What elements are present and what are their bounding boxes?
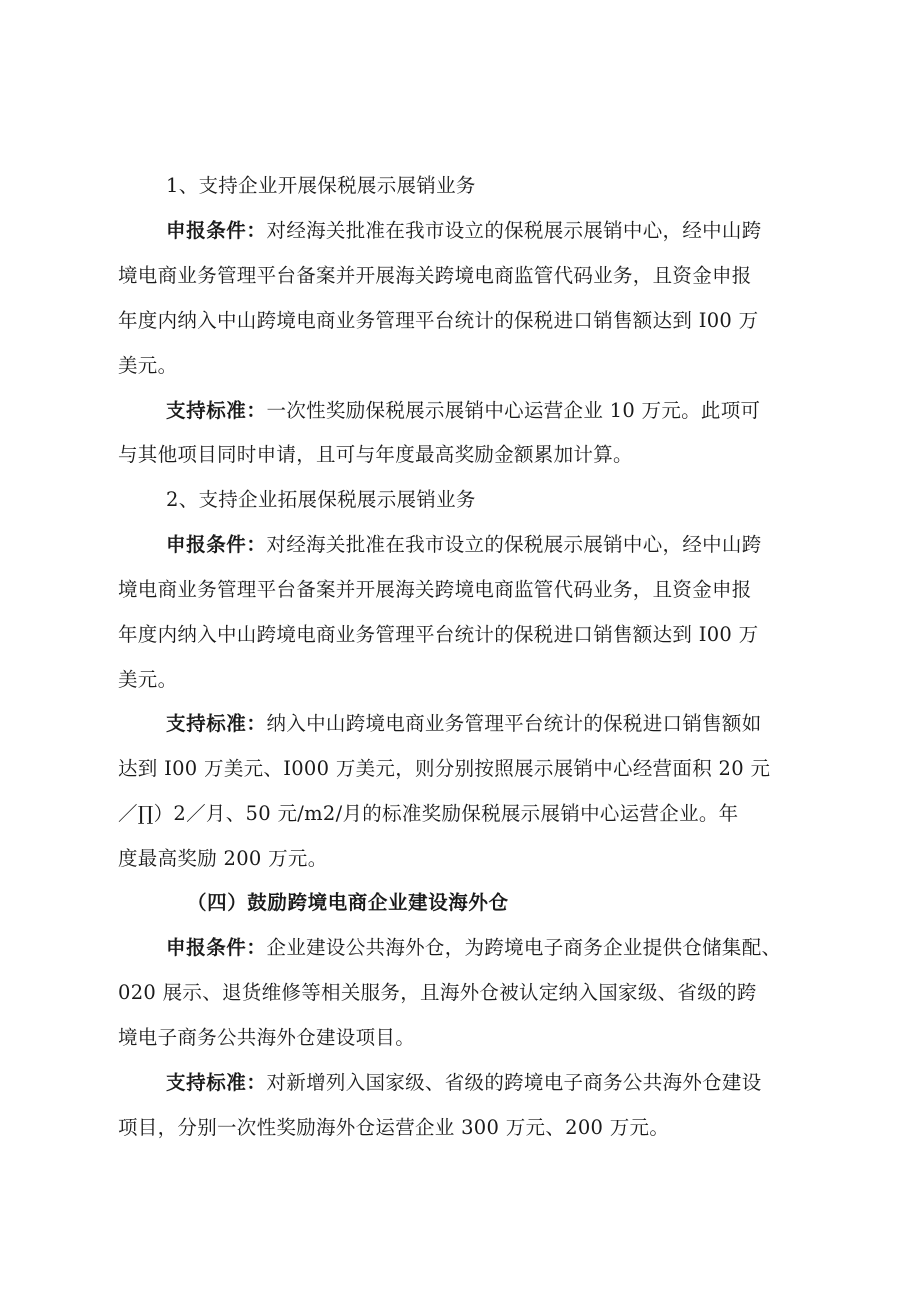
section-4-standard-line: 项目，分别一次性奖励海外仓运营企业 300 万元、200 万元。 [118, 1116, 670, 1139]
section-2-title: 2、支持企业拓展保税展示展销业务 [166, 488, 476, 511]
section-1-standard-line: 与其他项目同时申请，且可与年度最高奖励金额累加计算。 [118, 443, 633, 466]
section-4-standard-first-line [166, 1069, 866, 1097]
section-4-condition-line: 020 展示、退货维修等相关服务，且海外仓被认定纳入国家级、省级的跨 [118, 981, 757, 1004]
section-1-condition-line: 美元。 [118, 354, 178, 377]
standard-text: 一次性奖励保税展示展销中心运营企业 10 万元。此项可 [266, 399, 761, 422]
section-1-standard-first-line [166, 397, 866, 425]
section-2-condition-line: 境电商业务管理平台备案并开展海关跨境电商监管代码业务，且资金申报 [118, 578, 752, 601]
section-4-condition-line: 境电子商务公共海外仓建设项目。 [118, 1026, 416, 1049]
standard-label: 支持标准： [166, 712, 267, 735]
section-4-condition-first-line [166, 934, 866, 962]
section-4-heading: （四）鼓励跨境电商企业建设海外仓 [187, 891, 509, 914]
section-2-standard-line: ／∏）2／月、50 元/m2/月的标准奖励保税展示展销中心运营企业。年 [118, 802, 739, 825]
section-2-condition-first-line [166, 531, 866, 559]
condition-label: 申报条件： [166, 533, 267, 556]
condition-text: 对经海关批准在我市设立的保税展示展销中心，经中山跨 [266, 219, 762, 242]
standard-label: 支持标准： [166, 1071, 267, 1094]
condition-label: 申报条件： [166, 219, 267, 242]
section-1-condition-first-line [166, 217, 866, 245]
section-2-standard-line: 达到 I00 万美元、I000 万美元，则分别按照展示展销中心经营面积 20 元 [118, 757, 771, 780]
standard-text: 对新增列入国家级、省级的跨境电子商务公共海外仓建设 [266, 1071, 762, 1094]
section-2-standard-first-line [166, 710, 866, 738]
condition-label: 申报条件： [166, 936, 267, 959]
standard-text: 纳入中山跨境电商业务管理平台统计的保税进口销售额如 [266, 712, 762, 735]
condition-text: 企业建设公共海外仓，为跨境电子商务企业提供仓储集配、 [266, 936, 782, 959]
section-1-condition-line: 年度内纳入中山跨境电商业务管理平台统计的保税进口销售额达到 I00 万 [118, 309, 759, 332]
section-2-condition-line: 美元。 [118, 668, 178, 691]
section-2-condition-line: 年度内纳入中山跨境电商业务管理平台统计的保税进口销售额达到 I00 万 [118, 623, 759, 646]
condition-text: 对经海关批准在我市设立的保税展示展销中心，经中山跨 [266, 533, 762, 556]
section-2-standard-line: 度最高奖励 200 万元。 [118, 847, 328, 870]
standard-label: 支持标准： [166, 399, 267, 422]
section-1-condition-line: 境电商业务管理平台备案并开展海关跨境电商监管代码业务，且资金申报 [118, 264, 752, 287]
section-1-title: 1、支持企业开展保税展示展销业务 [166, 174, 476, 197]
